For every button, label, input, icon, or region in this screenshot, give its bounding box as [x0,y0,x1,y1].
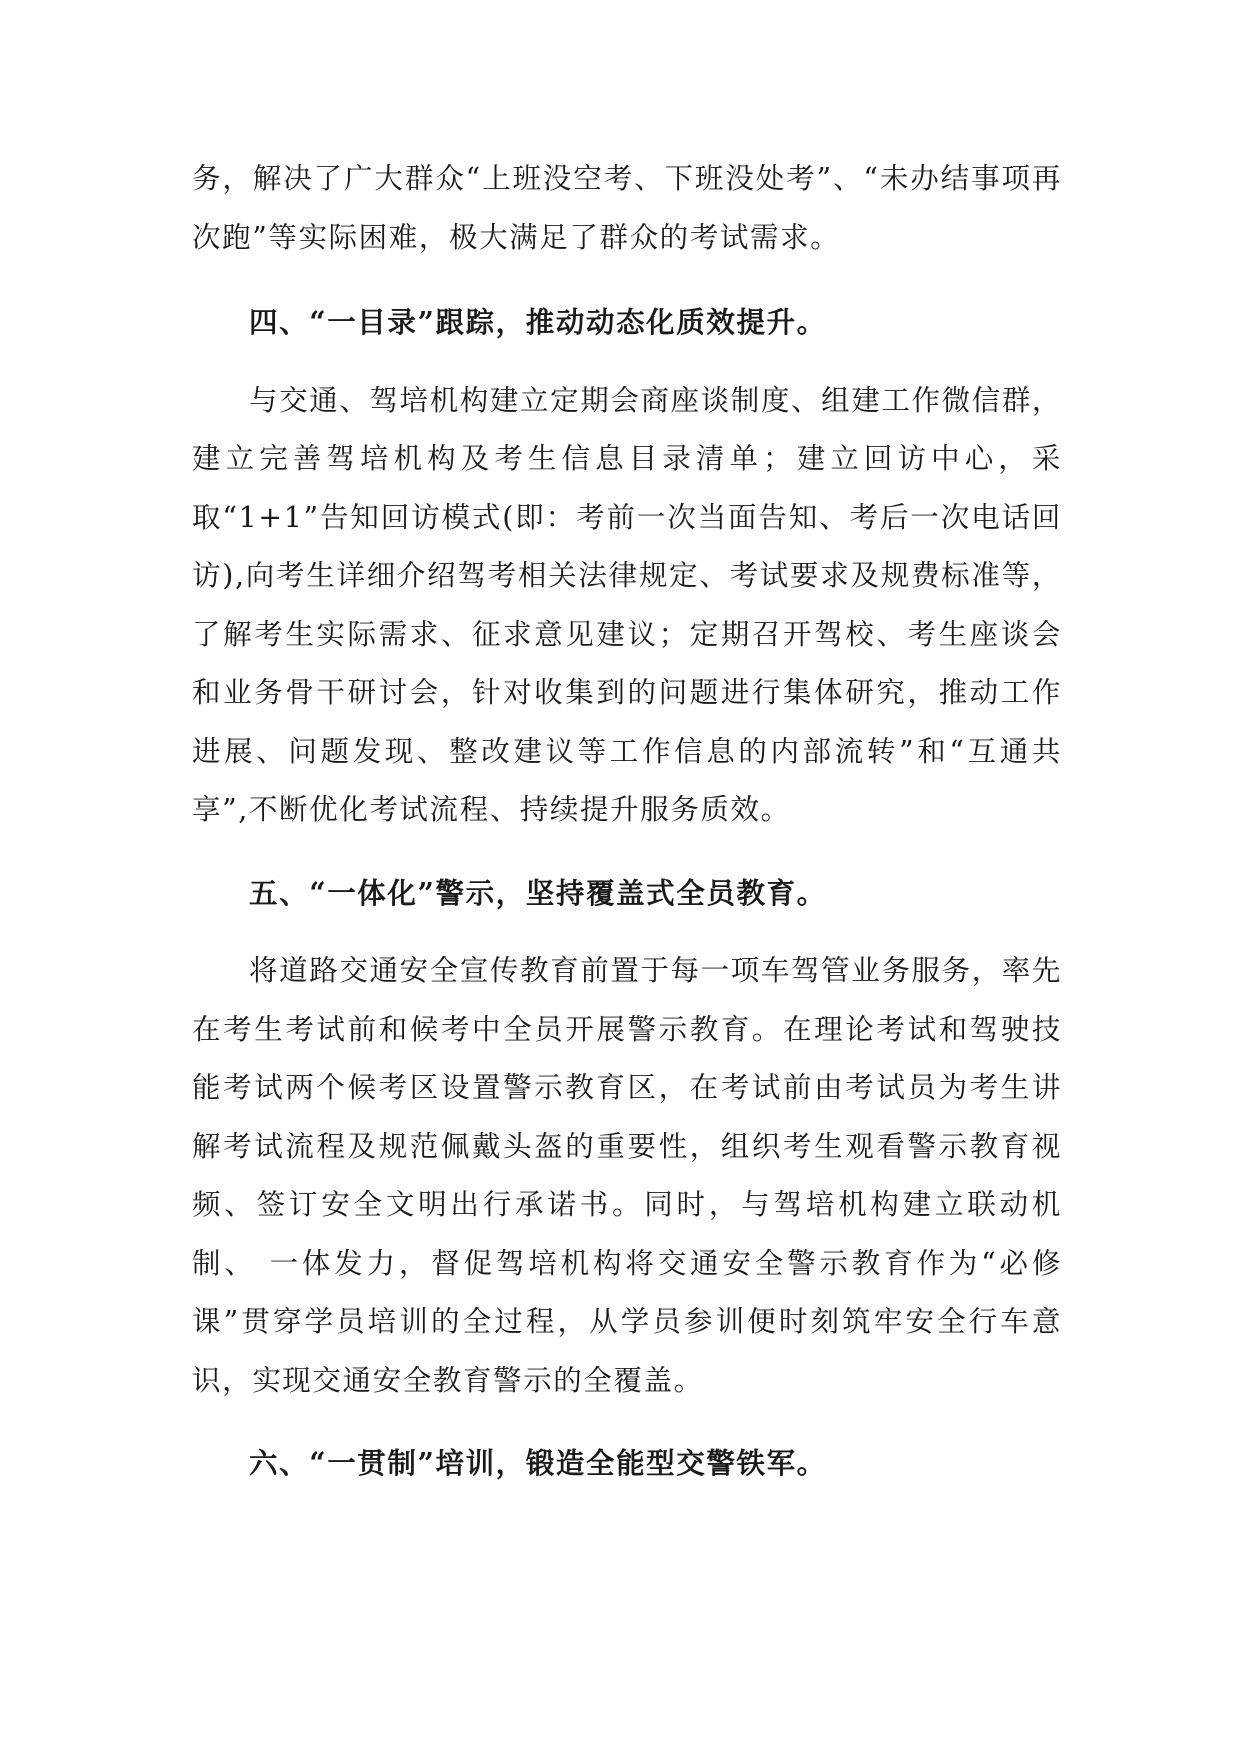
section-heading-4: 四、“一目录”跟踪，推动动态化质效提升。 [249,305,827,339]
body-paragraph-continuation: 务，解决了广大群众“上班没空考、下班没处考”、“未办结事项再次跑”等实际困难，极大满足了群众的考试需求。 [192,162,1062,254]
section-heading-6: 六、“一贯制”培训，锻造全能型交警铁军。 [249,1446,827,1480]
body-paragraph-section-5: 将道路交通安全宣传教育前置于每一项车驾管业务服务，率先在考生考试前和候考中全员开展警示教育。在理论考试和驾驶技能考试两个候考区设置警示教育区，在考试前由考试员为考生讲解考试流程及规范佩戴头盔的重要性，组织考生观看警示教育视频、签订安全文明出行承诺书。同时，与驾培机构建立联动机制、 一体发力，督促驾培机构将交通安全警示教育作为“必修课”贯穿学员培训的全过程，从学员参训便时刻筑牢安全行车意识，实现交通安全教育警示的全覆盖。 [192,954,1062,1397]
body-paragraph-section-4: 与交通、驾培机构建立定期会商座谈制度、组建工作微信群，建立完善驾培机构及考生信息目录清单；建立回访中心，采取“1+1”告知回访模式(即：考前一次当面告知、考后一次电话回访),向考生详细介绍驾考相关法律规定、考试要求及规费标准等，了解考生实际需求、征求意见建议；定期召开驾校、考生座谈会和业务骨干研讨会，针对收集到的问题进行集体研究，推动工作进展、问题发现、整改建议等工作信息的内部流转”和“互通共享”,不断优化考试流程、持续提升服务质效。 [192,383,1062,826]
document-page [192,150,1062,1493]
section-heading-5: 五、“一体化”警示，坚持覆盖式全员教育。 [249,875,827,910]
